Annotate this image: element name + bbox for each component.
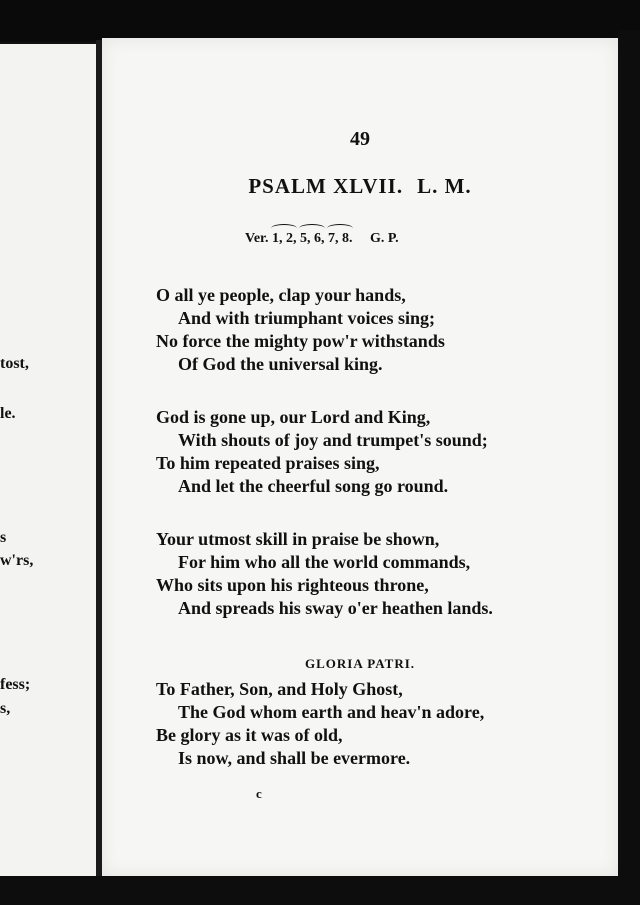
verse-line: God is gone up, our Lord and King,	[156, 407, 431, 427]
verse-line: O all ye people, clap your hands,	[156, 285, 406, 305]
signature-mark: c	[256, 786, 262, 801]
psalm-title	[102, 174, 618, 199]
verse-line: And with triumphant voices sing;	[178, 308, 436, 328]
gloria-stanza	[156, 678, 596, 770]
verse-label: Ver.	[245, 231, 269, 246]
facing-page-fragment: fess;	[0, 676, 31, 693]
verse-line: To him repeated praises sing,	[156, 453, 380, 473]
verse-line: No force the mighty pow'r withstands	[156, 331, 445, 351]
verse-line: Your utmost skill in praise be shown,	[156, 529, 440, 549]
verse-numbers-group: 1, 2,	[271, 231, 297, 246]
stanza-3	[156, 528, 596, 620]
verse-line: For him who all the world commands,	[178, 552, 471, 572]
book-page	[102, 38, 618, 876]
verse-line: Is now, and shall be evermore.	[178, 748, 411, 768]
scan-border-bottom	[0, 876, 640, 905]
verse-numbers-group: 5, 6,	[299, 231, 325, 246]
facing-page-fragment: s	[0, 529, 7, 546]
verse-line: Of God the universal king.	[178, 354, 383, 374]
verse-line: And spreads his sway o'er heathen lands.	[178, 598, 493, 618]
facing-page-fragment: w'rs,	[0, 552, 34, 569]
scan-border-top	[0, 0, 640, 42]
meter-label: L. M.	[417, 174, 472, 198]
verse-line: With shouts of joy and trumpet's sound;	[178, 430, 488, 450]
tune-abbreviation: G. P.	[369, 231, 399, 246]
verse-line: The God whom earth and heav'n adore,	[178, 702, 485, 722]
stanza-2	[156, 406, 596, 498]
verse-reference	[245, 231, 399, 247]
verse-line: To Father, Son, and Holy Ghost,	[156, 679, 403, 699]
verse-line: And let the cheerful song go round.	[178, 476, 449, 496]
scan-border-right	[618, 30, 640, 905]
verse-numbers-group: 7, 8.	[327, 231, 353, 246]
stanza-1	[156, 284, 596, 376]
facing-page-fragment: le.	[0, 405, 16, 422]
verse-line: Be glory as it was of old,	[156, 725, 343, 745]
facing-page-fragment: tost,	[0, 355, 29, 372]
gloria-heading: GLORIA PATRI.	[304, 656, 416, 671]
verse-line: Who sits upon his righteous throne,	[156, 575, 429, 595]
facing-page-edge	[0, 44, 102, 876]
facing-page-fragment: s,	[0, 700, 11, 717]
page-number: 49	[350, 128, 370, 150]
psalm-number: PSALM XLVII.	[248, 174, 404, 198]
